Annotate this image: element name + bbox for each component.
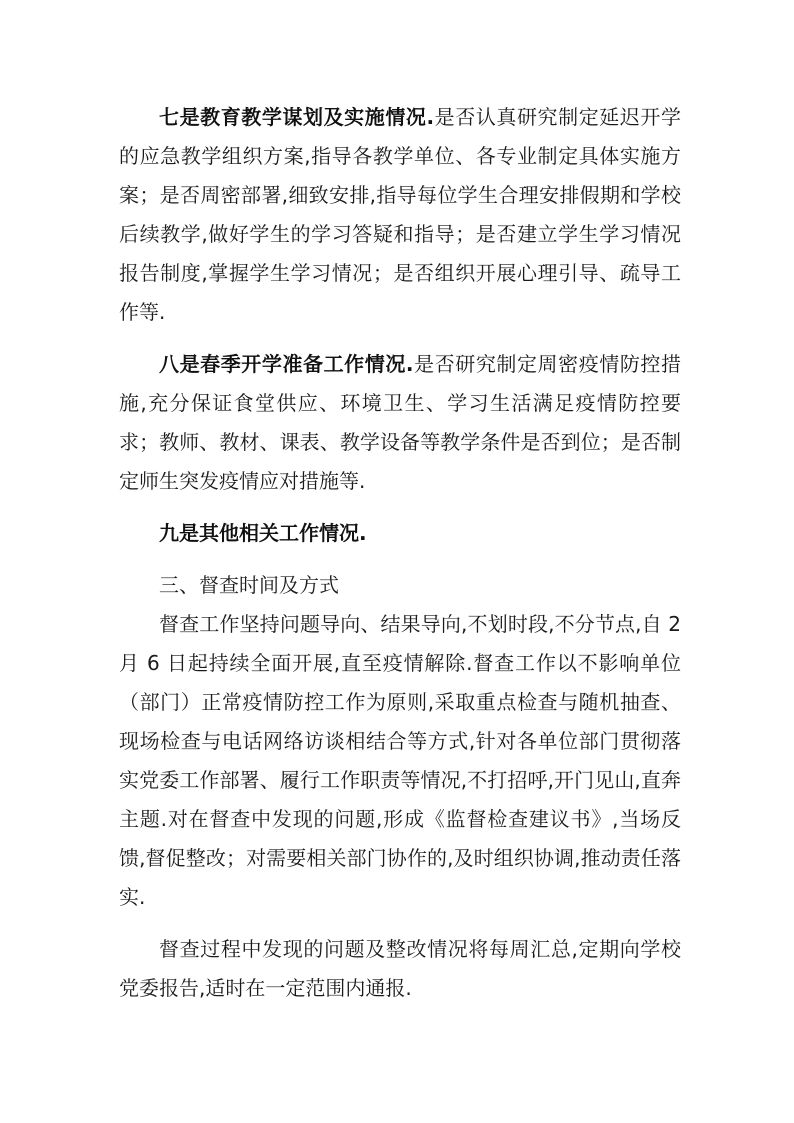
section-seven-body: 是否认真研究制定延迟开学的应急教学组织方案,指导各教学单位、各专业制定具体实施方案；是否周密部署,细致安排,指导每位学生合理安排假期和学校后续教学,做好学生的学习答疑和指导；是否建立学生学习情况报告制度,掌握学生学习情况；是否组织开展心理引导、疏导工作等. — [119, 105, 682, 324]
section-nine-lead: 九是其他相关工作情况. — [159, 521, 367, 545]
section-seven — [119, 98, 681, 332]
section-nine — [119, 514, 681, 553]
paragraph-inspection-method: 督查工作坚持问题导向、结果导向,不划时段,不分节点,自 2 月 6 日起持续全面开展,直至疫情解除.督查工作以不影响单位（部门）正常疫情防控工作为原则,采取重点检查与随机抽查、现场检查与电话网络访谈相结合等方式,针对各单位部门贯彻落实党委工作部署、履行工作职责等情况,不打招呼,开门见山,直奔主题.对在督查中发现的问题,形成《监督检查建议书》,当场反馈,督促整改；对需要相关部门协作的,及时组织协调,推动责任落实. — [119, 612, 681, 909]
section-eight-lead: 八是春季开学准备工作情况. — [159, 352, 414, 376]
section-heading: 三、督查时间及方式 — [159, 573, 339, 597]
section-seven-lead: 七是教育教学谋划及实施情况. — [159, 105, 435, 129]
paragraph-reporting: 督查过程中发现的问题及整改情况将每周汇总,定期向学校党委报告,适时在一定范围内通报. — [119, 937, 681, 1000]
section-eight-body: 是否研究制定周密疫情防控措施,充分保证食堂供应、环境卫生、学习生活满足疫情防控要求；教师、教材、课表、教学设备等教学条件是否到位；是否制定师生突发疫情应对措施等. — [119, 352, 681, 493]
section-eight — [119, 345, 681, 501]
document-page — [119, 98, 681, 1008]
